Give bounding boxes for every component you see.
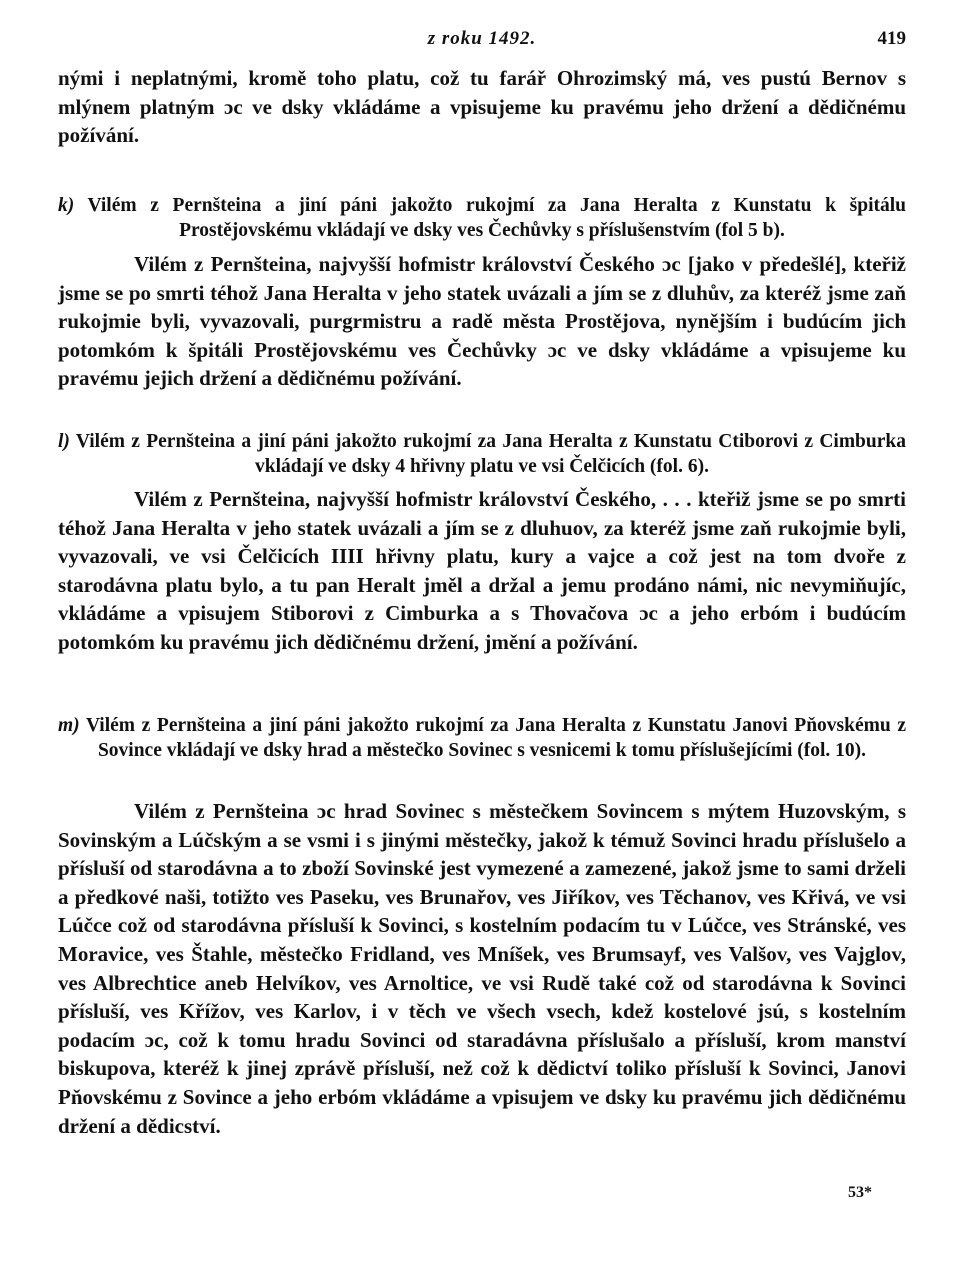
entry-m-summary	[58, 714, 906, 764]
page-number: 419	[877, 28, 906, 49]
entry-m-paragraph: Vilém z Pernšteina ɔc hrad Sovinec s městečkem Sovincem s mýtem Huzovským, s Sovinským a Lúčským a se vsmi i s jinými městečky, jakož k témuž Sovinci hradu příslušelo a přísluší od starodávna a to zboží Sovinské jest vymezené a zamezené, jakož jsme to sami drželi a předkové naši, totižto ves Paseku, ves Brunařov, ves Jiříkov, ves Těchanov, ves Křivá, ve vsi Lúčce což od starodávna přísluší k Sovinci, s kostelním podacím tu v Lúčce, ves Stránské, ves Moravice, ves Štahle, městečko Fridland, ves Mníšek, ves Brumsayf, ves Valšov, ves Vajglov, ves Albrechtice aneb Helvíkov, ves Arnoltice, ve vsi Rudě také což od starodávna k Sovinci přísluší, ves Křížov, ves Karlov, i v těch ve všech vsech, kdež kostelové jsú, s kostelním podacím ɔc, což k tomu hradu Sovinci od staradávna příslušalo a přísluší, krom manství biskupova, kteréž k jinej zprávě přísluší, než což k dědictví toliko přísluší k Sovinci, Janovi Pňovskému z Sovince a jeho erbóm vkládáme a vpisujem ve dsky ku pravému jich dědičnému držení a dědicství.	[58, 799, 906, 1138]
entry-k-summary-text: Vilém z Pernšteina a jiní páni jakožto rukojmí za Jana Heralta z Kunstatu k špitálu Prostějovskému vkládají ve dsky ves Čechůvky s příslušenstvím (fol 5 b).	[74, 195, 906, 241]
page-header	[58, 28, 906, 56]
entry-k-summary	[58, 194, 906, 244]
entry-m-label: m)	[58, 715, 80, 736]
continuation-paragraph: nými i neplatnými, kromě toho platu, což tu farář Ohrozimský má, ves pustú Bernov s mlýnem platným ɔc ve dsky vkládáme a vpisujeme ku pravému jeho držení a dědičnému požívání.	[58, 66, 906, 148]
entry-l-summary-text: Vilém z Pernšteina a jiní páni jakožto rukojmí za Jana Heralta z Kunstatu Ctiborovi z Cimburka vkládají ve dsky 4 hřivny platu ve vsi Čelčicích (fol. 6).	[69, 431, 906, 477]
entry-k-label: k)	[58, 195, 75, 216]
entry-l-summary	[58, 430, 906, 480]
entry-m-summary-text: Vilém z Pernšteina a jiní páni jakožto rukojmí za Jana Heralta z Kunstatu Janovi Pňovskému z Sovince vkládají ve dsky hrad a městečko Sovinec s vesnicemi k tomu příslušejícími (fol. 10).	[79, 715, 906, 761]
sheet-signature: 53*	[848, 1184, 872, 1201]
entry-l-paragraph: Vilém z Pernšteina, najvyšší hofmistr království Českého, . . . kteřiž jsme se po smrti téhož Jana Heralta v jeho statek uvázali a jím se z dluhuov, za kteréž jsme zaň rukojmie byli, vyvazovali, ve vsi Čelčicích IIII hřivny platu, kury a vajce a což jest na tom dvoře z starodávna platu bylo, a tu pan Heralt jměl a držal a jemu prodáno námi, nic nevymiňujíc, vkládáme a vpisujem Stiborovi z Cimburka a s Thovačova ɔc a jeho erbóm i budúcím potomkóm ku pravému jich dědičnému držení, jmění a požívání.	[58, 487, 906, 654]
entry-l-label: l)	[58, 431, 70, 452]
entry-k-paragraph: Vilém z Pernšteina, najvyšší hofmistr království Českého ɔc [jako v předešlé], kteřiž jsme se po smrti téhož Jana Heralta v jeho statek uvázali a jím se z dluhův, za kteréž jsme zaň rukojmie byli, vyvazovali, purgrmistru a radě města Prostějova, nynějším i budúcím jich potomkóm k špitáli Prostějovskému ves Čechůvky ɔc ve dsky vkládáme a vpisujeme ku pravému jejich držení a dědičnému požívání.	[58, 252, 906, 391]
running-head: z roku 1492.	[427, 28, 537, 49]
